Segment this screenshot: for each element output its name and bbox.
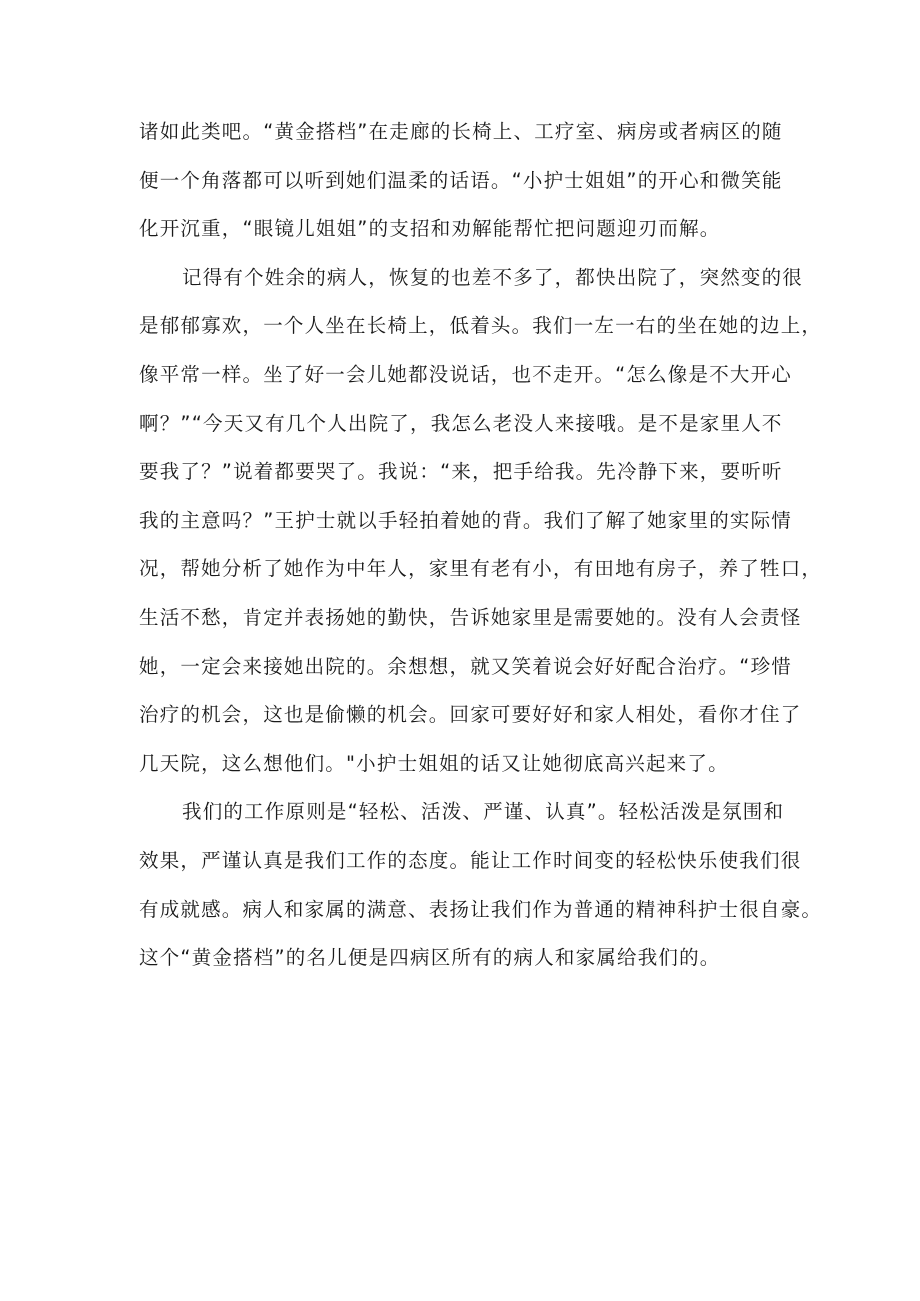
paragraph-work-principles	[139, 788, 823, 982]
text-line: 效果，严谨认真是我们工作的态度。能让工作时间变的轻松快乐使我们很	[139, 848, 802, 872]
text-line: 要我了？”说着都要哭了。我说：“来，把手给我。先冷静下来，要听听	[139, 460, 783, 484]
text-line: 有成就感。病人和家属的满意、表扬让我们作为普通的精神科护士很自豪。	[139, 897, 823, 921]
text-line: 像平常一样。坐了好一会儿她都没说话，也不走开。“怎么像是不大开心	[139, 362, 793, 386]
text-line: 我们的工作原则是“轻松、活泼、严谨、认真”。轻松活泼是氛围和	[182, 800, 785, 824]
text-line: 是郁郁寡欢，一个人坐在长椅上，低着头。我们一左一右的坐在她的边上，	[139, 314, 823, 338]
text-line: 生活不愁，肯定并表扬她的勤快，告诉她家里是需要她的。没有人会责怪	[139, 605, 802, 629]
text-line: 化开沉重，“眼镜儿姐姐”的支招和劝解能帮忙把问题迎刃而解。	[139, 217, 721, 241]
text-line: 记得有个姓余的病人，恢复的也差不多了，都快出院了，突然变的很	[182, 265, 804, 289]
text-line: 我的主意吗？”王护士就以手轻拍着她的背。我们了解了她家里的实际情	[139, 508, 793, 532]
text-line: 诸如此类吧。“黄金搭档”在走廊的长椅上、工疗室、病房或者病区的随	[139, 120, 783, 143]
document-body	[139, 108, 823, 983]
paragraph-golden-partner-continuation	[139, 108, 799, 254]
text-line: 况，帮她分析了她作为中年人，家里有老有小，有田地有房子，养了牲口，	[139, 557, 823, 581]
text-line: 几天院，这么想他们。"小护士姐姐的话又让她彻底高兴起来了。	[139, 751, 729, 775]
text-line: 她，一定会来接她出院的。余想想，就又笑着说会好好配合治疗。“珍惜	[139, 654, 793, 678]
paragraph-patient-story	[139, 254, 823, 789]
text-line: 这个“黄金搭档”的名儿便是四病区所有的病人和家属给我们的。	[139, 946, 721, 970]
text-line: 便一个角落都可以听到她们温柔的话语。“小护士姐姐”的开心和微笑能	[139, 168, 783, 192]
text-line: 治疗的机会，这也是偷懒的机会。回家可要好好和家人相处，看你才住了	[139, 703, 802, 727]
text-line: 啊？”“今天又有几个人出院了，我怎么老没人来接哦。是不是家里人不	[139, 411, 783, 435]
